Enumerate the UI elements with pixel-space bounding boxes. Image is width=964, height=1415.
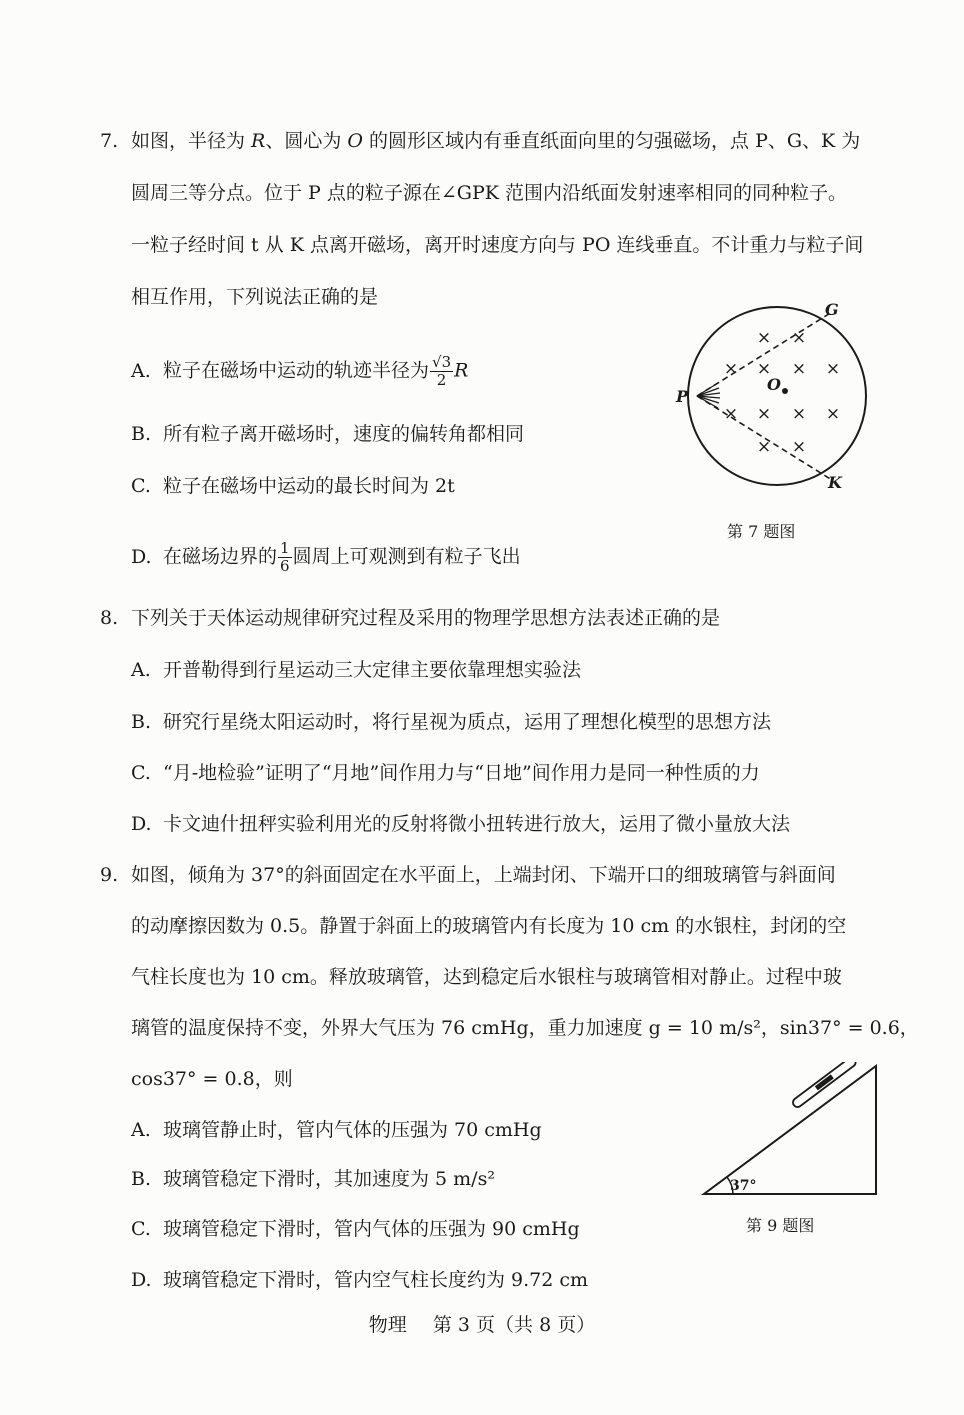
q9-number: 9. bbox=[100, 864, 119, 886]
q9-figure-caption: 第 9 题图 bbox=[746, 1216, 815, 1235]
incline-triangle bbox=[704, 1066, 876, 1194]
q8-stem: 下列关于天体运动规律研究过程及采用的物理学思想方法表述正确的是 bbox=[131, 607, 721, 629]
svg-text:×: × bbox=[756, 404, 772, 424]
footer-subject: 物理 bbox=[368, 1314, 407, 1336]
q7-option-b: B. 所有粒子离开磁场时，速度的偏转角都相同 bbox=[131, 423, 525, 445]
svg-text:×: × bbox=[825, 359, 841, 379]
footer-page-number: 第 3 页（共 8 页） bbox=[432, 1314, 596, 1336]
q8-number: 8. bbox=[100, 607, 119, 629]
label-P: P bbox=[676, 387, 689, 406]
q7-stem-line3: 一粒子经时间 t 从 K 点离开磁场，离开时速度方向与 PO 连线垂直。不计重力与粒子间 bbox=[131, 234, 864, 256]
svg-text:×: × bbox=[756, 328, 772, 348]
q7-figure-caption: 第 7 题图 bbox=[727, 522, 796, 541]
page-footer bbox=[0, 1310, 964, 1337]
svg-text:×: × bbox=[791, 359, 807, 379]
q7-stem-line4: 相互作用，下列说法正确的是 bbox=[131, 286, 379, 308]
svg-text:×: × bbox=[723, 404, 739, 424]
emission-rays bbox=[697, 383, 720, 408]
label-O: O bbox=[767, 375, 781, 394]
q7-stem-line2: 圆周三等分点。位于 P 点的粒子源在∠GPK 范围内沿纸面发射速率相同的同种粒子。 bbox=[131, 182, 847, 204]
q9-option-b: B. 玻璃管稳定下滑时，其加速度为 5 m/s² bbox=[131, 1168, 495, 1190]
q7-option-a: A. 粒子在磁场中运动的轨迹半径为 $\frac{√3}{2}$ R bbox=[131, 353, 469, 389]
q9-option-c: C. 玻璃管稳定下滑时，管内气体的压强为 90 cmHg bbox=[131, 1218, 580, 1240]
q9-stem-line2: 的动摩擦因数为 0.5。静置于斜面上的玻璃管内有长度为 10 cm 的水银柱，封闭的空 bbox=[131, 915, 847, 937]
svg-text:×: × bbox=[791, 437, 807, 457]
svg-text:×: × bbox=[723, 359, 739, 379]
label-G: G bbox=[825, 300, 839, 319]
q7-option-a-fraction: $\frac{√3}{2}$ bbox=[432, 353, 452, 389]
svg-text:×: × bbox=[756, 359, 772, 379]
glass-tube bbox=[791, 1062, 857, 1109]
q7-option-c: C. 粒子在磁场中运动的最长时间为 2t bbox=[131, 475, 455, 497]
q9-stem-line5: cos37° = 0.8，则 bbox=[131, 1068, 293, 1090]
q9-stem-line1: 如图，倾角为 37°的斜面固定在水平面上，上端封闭、下端开口的细玻璃管与斜面间 bbox=[131, 864, 836, 886]
center-point bbox=[782, 388, 788, 394]
q9-stem-line4: 璃管的温度保持不变，外界大气压为 76 cmHg，重力加速度 g = 10 m/s²，sin37° = 0.6， bbox=[131, 1017, 919, 1039]
svg-text:×: × bbox=[825, 404, 841, 424]
svg-text:×: × bbox=[791, 404, 807, 424]
q8-option-c: C. “月-地检验”证明了“月地”间作用力与“日地”间作用力是同一种性质的力 bbox=[131, 762, 760, 784]
q8-option-a: A. 开普勒得到行星运动三大定律主要依靠理想实验法 bbox=[131, 659, 582, 681]
angle-label: 37° bbox=[730, 1178, 757, 1194]
q7-option-d-fraction: $\frac{1}{6}$ bbox=[280, 539, 290, 575]
magnetic-field-crosses bbox=[724, 328, 840, 457]
q7-figure-magnetic-field bbox=[672, 290, 892, 500]
field-boundary-circle bbox=[688, 307, 866, 485]
q8-option-b: B. 研究行星绕太阳运动时，将行星视为质点，运用了理想化模型的思想方法 bbox=[131, 711, 772, 733]
q7-stem-line1: 如图，半径为 R、圆心为 O 的圆形区域内有垂直纸面向里的匀强磁场，点 P、G、K 为 bbox=[131, 130, 861, 152]
svg-text:×: × bbox=[791, 328, 807, 348]
q7-option-d: D. 在磁场边界的 $\frac{1}{6}$ 圆周上可观测到有粒子飞出 bbox=[131, 539, 521, 575]
svg-text:×: × bbox=[756, 437, 772, 457]
q9-option-d: D. 玻璃管稳定下滑时，管内空气柱长度约为 9.72 cm bbox=[131, 1269, 589, 1291]
q9-option-a: A. 玻璃管静止时，管内气体的压强为 70 cmHg bbox=[131, 1119, 542, 1141]
label-K: K bbox=[828, 473, 842, 492]
q9-figure-incline bbox=[700, 1062, 890, 1202]
q7-number: 7. bbox=[100, 130, 119, 152]
q8-option-d: D. 卡文迪什扭秤实验利用光的反射将微小扭转进行放大，运用了微小量放大法 bbox=[131, 813, 791, 835]
q9-stem-line3: 气柱长度也为 10 cm。释放玻璃管，达到稳定后水银柱与玻璃管相对静止。过程中玻 bbox=[131, 966, 842, 988]
